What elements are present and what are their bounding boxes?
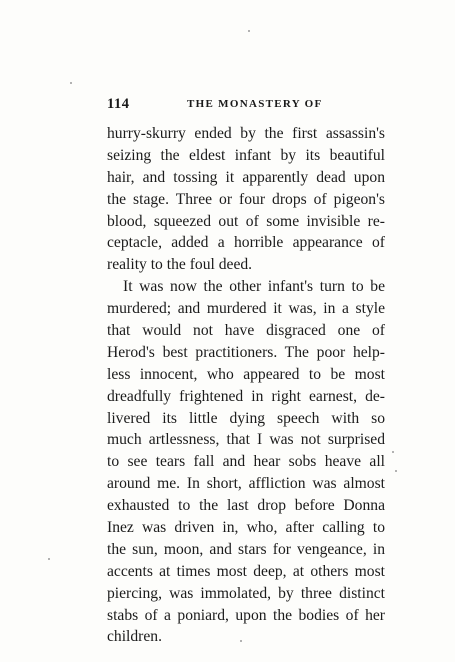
paper-speck <box>392 451 394 453</box>
body-text <box>107 123 385 648</box>
paper-speck <box>248 30 250 32</box>
text-line: stabs of a poniard, upon the bodies of her <box>107 606 385 624</box>
running-head <box>107 96 385 114</box>
paper-speck <box>48 558 50 560</box>
text-line: Herod's best practitioners. The poor help- <box>107 343 385 361</box>
text-line: the sun, moon, and stars for vengeance, in <box>107 540 385 558</box>
text-line: to see tears fall and hear sobs heave all <box>107 453 385 471</box>
text-line: that would not have disgraced one of <box>107 322 385 340</box>
text-line: It was now the other infant's turn to be <box>123 278 385 296</box>
text-line: ceptacle, added a horrible appearance of <box>107 234 385 252</box>
text-line: children. <box>107 628 162 646</box>
paper-speck <box>240 640 242 642</box>
text-line: hurry-skurry ended by the first assassin's <box>107 125 385 142</box>
text-line: blood, squeezed out of some invisible re- <box>107 212 385 230</box>
page-number: 114 <box>107 96 130 112</box>
text-line: much artlessness, that I was not surprised <box>107 431 385 449</box>
text-line: dreadfully frightened in right earnest, de- <box>107 387 385 405</box>
text-line: accents at times most deep, at others most <box>107 562 385 580</box>
text-line: reality to the foul deed. <box>107 256 253 274</box>
paper-speck <box>70 82 72 84</box>
text-line: exhausted to the last drop before Donna <box>107 497 385 515</box>
running-title: THE MONASTERY OF <box>187 98 323 110</box>
text-line: around me. In short, affliction was almost <box>107 475 385 493</box>
text-line: hair, and tossing it apparently dead upon <box>107 168 385 186</box>
text-line: less innocent, who appeared to be most <box>107 365 385 383</box>
text-line: seizing the eldest infant by its beautiful <box>107 146 385 164</box>
text-line: Inez was driven in, who, after calling to <box>107 519 385 537</box>
text-line: murdered; and murdered it was, in a style <box>107 300 385 318</box>
paper-speck <box>395 470 397 472</box>
text-line: the stage. Three or four drops of pigeon's <box>107 190 385 208</box>
text-line: livered its little dying speech with so <box>107 409 385 427</box>
text-line: piercing, was immolated, by three distinct <box>107 584 385 602</box>
